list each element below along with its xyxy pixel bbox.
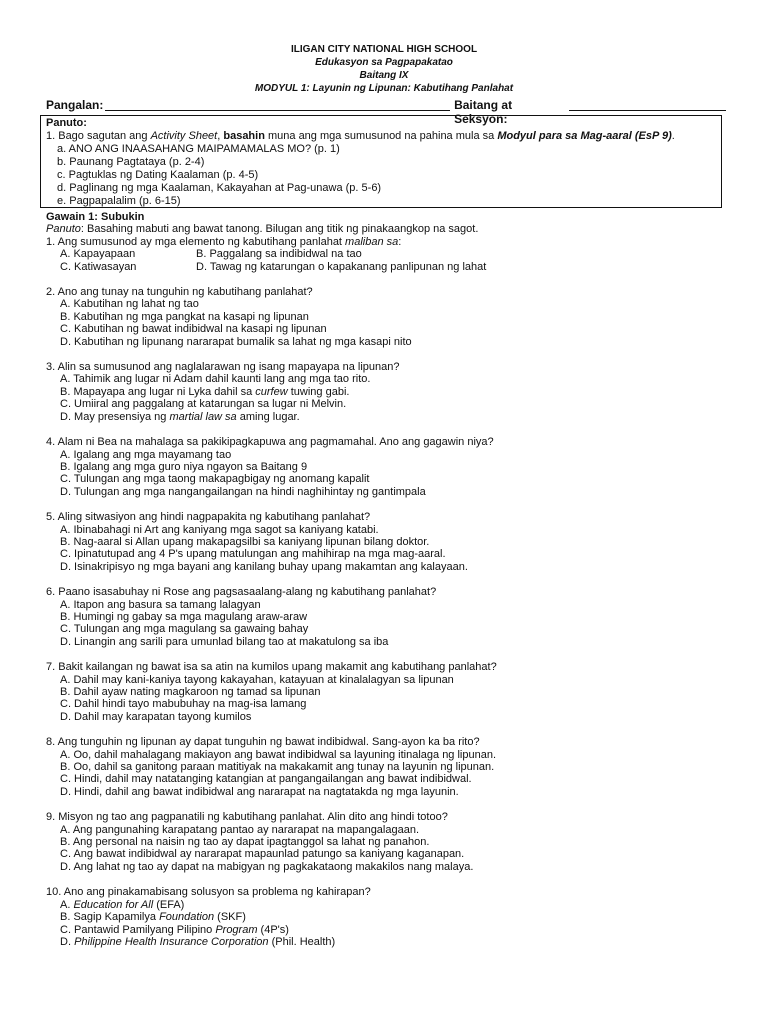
question-2 [46,286,736,348]
option-d[interactable]: D. Hindi, dahil ang bawat indibidwal ang nararapat na nagtatakda ng mga layunin. [60,785,459,798]
question-10 [46,886,736,948]
question-stem: 6. Paano isasabuhay ni Rose ang pagsasaalang-alang ng kabutihang panlahat? [46,586,437,599]
option-c[interactable]: C. Ang bawat indibidwal ay nararapat mapaunlad patungo sa kaniyang kaganapan. [60,848,465,861]
option-a[interactable]: A. Tahimik ang lugar ni Adam dahil kaunti lang ang mga tao rito. [60,373,371,386]
instructions-item: a. ANO ANG INAASAHANG MAIPAMAMALAS MO? (p. 1) [57,143,340,155]
question-stem: 7. Bakit kailangan ng bawat isa sa atin na kumilos upang makamit ang kabutihang panlahat? [46,661,497,674]
question-stem: 8. Ang tunguhin ng lipunan ay dapat tunguhin ng bawat indibidwal. Sang-ayon ka ba rito? [46,736,480,749]
option-d[interactable]: D. Isinakripisyo ng mga bayani ang kanilang buhay upang makamtan ang kalayaan. [60,560,468,573]
option-d[interactable]: D. Ang lahat ng tao ay dapat na mabigyan ng pagkakataong makakilos nang malaya. [60,860,474,873]
instructions-title: Panuto: [46,117,87,129]
option-c[interactable]: C. Pantawid Pamilyang Pilipino Program (4P's) [60,923,289,936]
activity-instructions: Panuto: Basahing mabuti ang bawat tanong. Bilugan ang titik ng pinakaangkop na sagot. [46,223,479,236]
option-d[interactable]: D. Tawag ng katarungan o kapakanang panlipunan ng lahat [196,260,487,273]
option-c[interactable]: C. Hindi, dahil may natatanging katangian at pangangailangan ang bawat indibidwal. [60,773,472,786]
option-a[interactable]: A. Education for All (EFA) [60,898,185,911]
question-6 [46,586,736,648]
name-label: Pangalan: [46,98,104,112]
question-1 [46,236,736,273]
option-b[interactable]: B. Mapayapa ang lugar ni Lyka dahil sa curfew tuwing gabi. [60,385,350,398]
option-c[interactable]: C. Tulungan ang mga taong makapagbigay ng anomang kapalit [60,473,370,486]
question-3 [46,361,736,423]
option-c[interactable]: C. Katiwasayan [60,260,137,273]
instructions-item: c. Pagtuklas ng Dating Kaalaman (p. 4-5) [57,169,259,181]
option-d[interactable]: D. Dahil may karapatan tayong kumilos [60,710,252,723]
option-d[interactable]: D. Linangin ang sarili para umunlad bilang tao at makatulong sa iba [60,635,389,648]
subject-title: Edukasyon sa Pagpapakatao [315,57,453,68]
option-b[interactable]: B. Dahil ayaw nating magkaroon ng tamad sa lipunan [60,686,321,698]
instructions-box [40,115,722,208]
question-stem: 5. Aling sitwasiyon ang hindi nagpapakita ng kabutihang panlahat? [46,511,371,524]
option-b[interactable]: B. Ang personal na naisin ng tao ay dapat ipagtanggol sa lahat ng panahon. [60,836,430,849]
option-b[interactable]: B. Sagip Kapamilya Foundation (SKF) [60,911,246,924]
question-stem: 4. Alam ni Bea na mahalaga sa pakikipagkapuwa ang pagmamahal. Ano ang gagawin niya? [46,436,494,449]
grade-level: Baitang IX [359,70,409,81]
option-c[interactable]: C. Kabutihan ng bawat indibidwal na kasapi ng lipunan [60,323,327,336]
option-b[interactable]: B. Nag-aaral si Allan upang makapagsilbi sa kaniyang lipunan bilang doktor. [60,535,430,548]
option-a[interactable]: A. Ang pangunahing karapatang pantao ay nararapat na mapangalagaan. [60,823,420,836]
question-9 [46,811,736,873]
instructions-item: e. Pagpapalalim (p. 6-15) [57,195,181,207]
question-stem: 10. Ano ang pinakamabisang solusyon sa problema ng kahirapan? [46,886,371,899]
question-4 [46,436,736,498]
option-c[interactable]: C. Dahil hindi tayo mabubuhay na mag-isa lamang [60,698,307,711]
section-label: Baitang at Seksyon: [454,98,513,126]
module-title: MODYUL 1: Layunin ng Lipunan: Kabutihang Panlahat [254,83,514,94]
instructions-item: b. Paunang Pagtataya (p. 2-4) [57,156,205,168]
option-d[interactable]: D. Tulungan ang mga nangangailangan na hindi naghihintay ng gantimpala [60,485,426,498]
option-b[interactable]: B. Kabutihan ng mga pangkat na kasapi ng lipunan [60,310,309,323]
option-b[interactable]: B. Paggalang sa indibidwal na tao [196,248,362,261]
option-a[interactable]: A. Kapayapaan [60,248,136,261]
instructions-line-1: 1. Bago sagutan ang Activity Sheet, basahin muna ang mga sumusunod na pahina mula sa Modyul para sa Mag-aaral (EsP 9). [46,130,675,142]
name-blank[interactable] [105,98,450,111]
question-7 [46,661,736,723]
question-stem: 2. Ano ang tunay na tunguhin ng kabutihang panlahat? [46,286,313,299]
option-a[interactable]: A. Itapon ang basura sa tamang lalagyan [60,598,261,611]
option-d[interactable]: D. May presensiya ng martial law sa aming lugar. [60,410,300,423]
option-b[interactable]: B. Humingi ng gabay sa mga magulang araw-araw [60,610,308,623]
option-a[interactable]: A. Oo, dahil mahalagang makiayon ang bawat indibidwal sa layuning itinalaga ng lipunan. [60,748,497,761]
question-stem: 1. Ang sumusunod ay mga elemento ng kabutihang panlahat maliban sa: [46,235,402,248]
option-d[interactable]: D. Philippine Health Insurance Corporation (Phil. Health) [60,935,336,948]
option-a[interactable]: A. Kabutihan ng lahat ng tao [60,298,199,311]
question-8 [46,736,736,798]
school-name: ILIGAN CITY NATIONAL HIGH SCHOOL [290,44,478,55]
option-c[interactable]: C. Umiiral ang paggalang at katarungan sa lugar ni Melvin. [60,398,347,411]
question-stem: 9. Misyon ng tao ang pagpanatili ng kabutihang panlahat. Alin dito ang hindi totoo? [46,811,448,824]
option-c[interactable]: C. Tulungan ang mga magulang sa gawaing bahay [60,623,309,636]
option-d[interactable]: D. Kabutihan ng lipunang nararapat bumalik sa lahat ng mga kasapi nito [60,335,412,348]
option-a[interactable]: A. Dahil may kani-kaniya tayong kakayahan, katayuan at kinalalagyan sa lipunan [60,673,454,686]
option-b[interactable]: B. Igalang ang mga guro niya ngayon sa Baitang 9 [60,460,308,473]
section-blank[interactable] [569,98,726,111]
option-c[interactable]: C. Ipinatutupad ang 4 P's upang matulungan ang mahihirap na mga mag-aaral. [60,548,446,561]
activity-content [46,211,736,948]
question-stem: 3. Alin sa sumusunod ang naglalarawan ng isang mapayapa na lipunan? [46,361,400,374]
question-5 [46,511,736,573]
option-b[interactable]: B. Oo, dahil sa ganitong paraan matitiyak na makakamit ang tunay na layunin ng lipunan. [60,761,495,774]
instructions-item: d. Paglinang ng mga Kaalaman, Kakayahan at Pag-unawa (p. 5-6) [57,182,382,194]
option-a[interactable]: A. Igalang ang mga mayamang tao [60,448,232,461]
activity-title: Gawain 1: Subukin [46,211,145,223]
option-a[interactable]: A. Ibinabahagi ni Art ang kaniyang mga sagot sa kaniyang katabi. [60,523,379,536]
